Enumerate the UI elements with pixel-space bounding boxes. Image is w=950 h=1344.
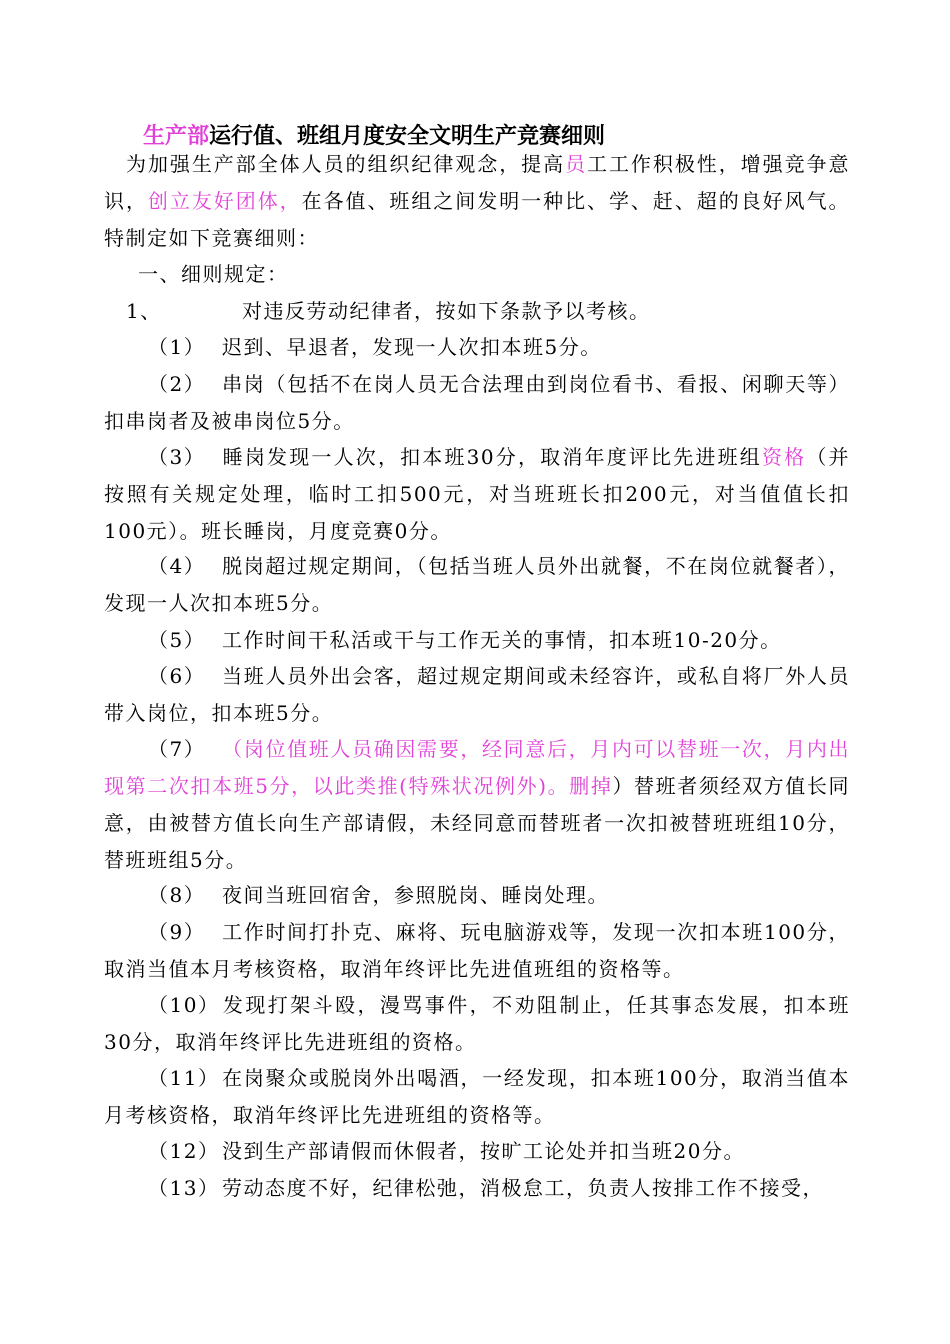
clause-11: （11） 在岗聚众或脱岗外出喝酒，一经发现，扣本班100分，取消当值本月考核资格，取消年终评比先进班组的资格等。 bbox=[104, 1060, 850, 1134]
intro-highlight-2: 创立友好团体， bbox=[147, 189, 302, 213]
intro-highlight-1: 员 bbox=[565, 152, 588, 176]
clause-6: （6） 当班人员外出会客，超过规定期间或未经容许，或私自将厂外人员带入岗位，扣本班5分。 bbox=[104, 658, 850, 732]
clause-number: （9） bbox=[148, 920, 206, 944]
clause-2: （2） 串岗（包括不在岗人员无合法理由到岗位看书、看报、闲聊天等）扣串岗者及被串岗位5分。 bbox=[104, 366, 850, 440]
clause-number: （12） bbox=[148, 1139, 220, 1163]
item-1: 1、 对违反劳动纪律者，按如下条款予以考核。 bbox=[104, 293, 872, 330]
intro-paragraph: 为加强生产部全体人员的组织纪律观念，提高员工工作积极性，增强竞争意识，创立友好团体，在各值、班组之间发明一种比、学、赶、超的良好风气。特制定如下竞赛细则： bbox=[104, 152, 851, 250]
clause-number: （11） bbox=[148, 1066, 220, 1090]
clause-1: （1） 迟到、早退者，发现一人次扣本班5分。 bbox=[104, 329, 850, 366]
clause-5: （5） 工作时间干私活或干与工作无关的事情，扣本班10-20分。 bbox=[104, 622, 850, 659]
clause-number: （2） bbox=[148, 372, 206, 396]
clause-number: （1） bbox=[148, 335, 206, 359]
clause-number: （6） bbox=[148, 664, 206, 688]
clause-3: （3） 睡岗发现一人次，扣本班30分，取消年度评比先进班组资格（并按照有关规定处理，临时工扣500元，对当班班长扣200元，对当值值长扣100元）。班长睡岗，月度竞赛0分。 bbox=[104, 439, 850, 550]
clause-13: （13） 劳动态度不好，纪律松弛，消极怠工，负责人按排工作不接受， bbox=[104, 1170, 850, 1207]
clause-3-highlight: 资格 bbox=[761, 445, 807, 469]
clause-10: （10） 发现打架斗殴，漫骂事件，不劝阻制止，任其事态发展，扣本班30分，取消年终评比先进班组的资格。 bbox=[104, 987, 850, 1061]
clause-number: （8） bbox=[148, 883, 206, 907]
item-number: 1、 bbox=[126, 299, 162, 323]
clause-4: （4） 脱岗超过规定期间，（包括当班人员外出就餐，不在岗位就餐者），发现一人次扣本班5分。 bbox=[104, 548, 850, 622]
title-highlight: 生产部 bbox=[143, 123, 210, 149]
clause-number: （4） bbox=[148, 554, 206, 578]
clause-8: （8） 夜间当班回宿舍，参照脱岗、睡岗处理。 bbox=[104, 877, 850, 914]
clause-12: （12） 没到生产部请假而休假者，按旷工论处并扣当班20分。 bbox=[104, 1133, 850, 1170]
clause-7: （7） （岗位值班人员确因需要，经同意后，月内可以替班一次，月内出现第二次扣本班5分，以此类推(特殊状况例外)。删掉）替班者须经双方值长同意，由被替方值长向生产部请假，未经同意而替班者一次扣被替班班组10分，替班班组5分。 bbox=[104, 731, 850, 879]
clause-9: （9） 工作时间打扑克、麻将、玩电脑游戏等，发现一次扣本班100分，取消当值本月考核资格，取消年终评比先进值班组的资格等。 bbox=[104, 914, 850, 988]
clause-number: （7） bbox=[148, 737, 206, 761]
clause-number: （13） bbox=[148, 1176, 220, 1200]
section-heading: 一、细则规定： bbox=[138, 262, 289, 286]
clause-number: （5） bbox=[148, 628, 206, 652]
clause-number: （10） bbox=[148, 993, 220, 1017]
clause-number: （3） bbox=[148, 445, 206, 469]
clause-7-highlight: （岗位值班人员确因需要，经同意后，月内可以替班一次，月内出现第二次扣本班5分，以此类推(特殊状况例外)。删掉 bbox=[104, 737, 850, 798]
title-text: 运行值、班组月度安全文明生产竞赛细则 bbox=[209, 123, 606, 149]
